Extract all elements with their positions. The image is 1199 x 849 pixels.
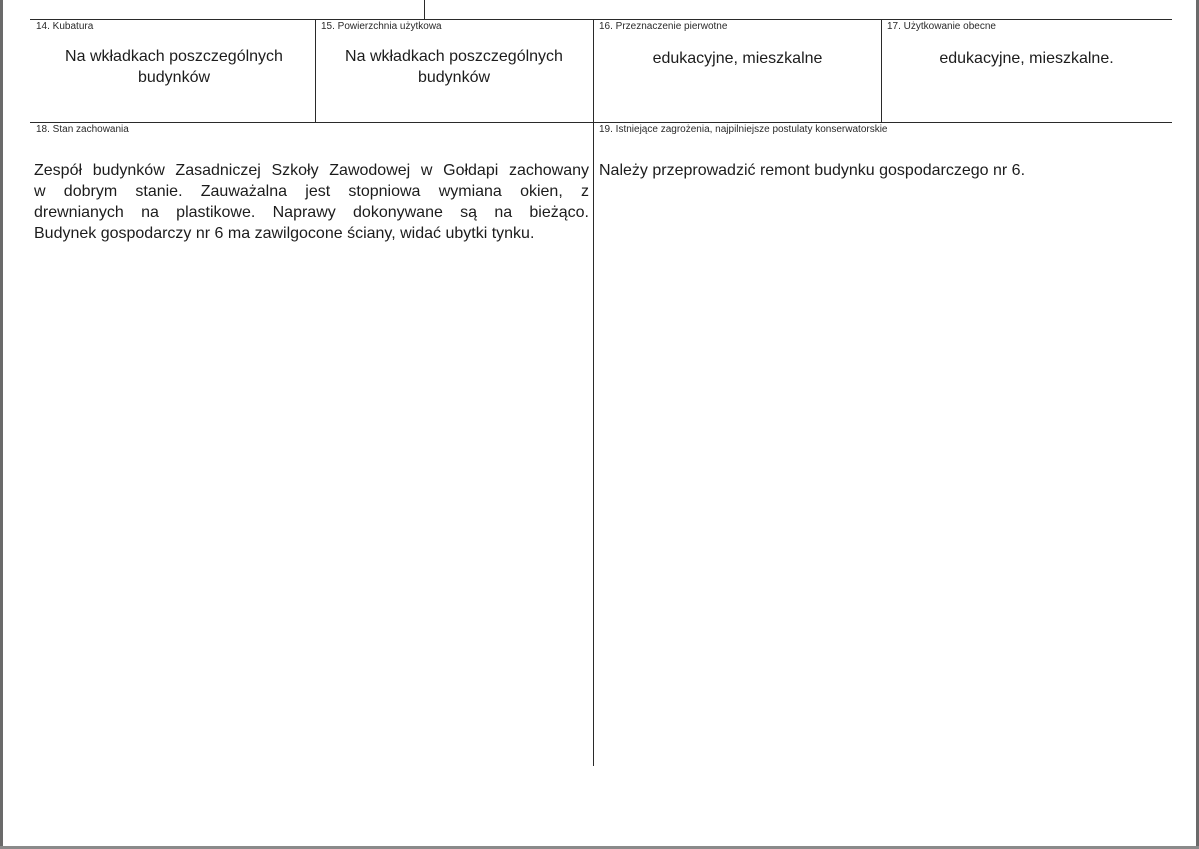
field-value-zagrozenia (599, 160, 1159, 181)
zagrozenia-line-1: Należy przeprowadzić remont budynku gospodarczego nr 6. (599, 162, 1026, 179)
stan-line-3: drewnianych na plastikowe. Naprawy dokonywane są na bieżąco. (34, 204, 589, 221)
field-label-zagrozenia: 19. Istniejące zagrożenia, najpilniejsze postulaty konserwatorskie (599, 124, 888, 135)
divider-14-15 (315, 19, 316, 122)
field-label-stan-zachowania: 18. Stan zachowania (36, 124, 129, 135)
field-value-stan-zachowania (34, 160, 589, 244)
divider-main-vertical (593, 19, 594, 766)
field-label-powierzchnia: 15. Powierzchnia użytkowa (321, 21, 442, 32)
row1-bottom-border (30, 122, 1172, 123)
row1-top-border (30, 19, 1172, 20)
field-value-kubatura: Na wkładkach poszczególnych budynków (65, 48, 283, 86)
stan-line-2: w dobrym stanie. Zauważalna jest stopniowa wymiana okien, z (34, 183, 589, 200)
stan-line-1: Zespół budynków Zasadniczej Szkoły Zawodowej w Gołdapi zachowany (34, 162, 589, 179)
field-value-przeznaczenie: edukacyjne, mieszkalne (652, 50, 823, 67)
stan-line-4: Budynek gospodarczy nr 6 ma zawilgocone ściany, widać ubytki tynku. (34, 225, 535, 242)
scan-edge-left (0, 0, 3, 849)
field-label-kubatura: 14. Kubatura (36, 21, 94, 32)
field-label-uzytkowanie: 17. Użytkowanie obecne (887, 21, 996, 32)
field-value-uzytkowanie: edukacyjne, mieszkalne. (939, 50, 1114, 67)
top-tick-line (424, 0, 425, 19)
field-value-powierzchnia: Na wkładkach poszczególnych budynków (345, 48, 563, 86)
divider-16-17 (881, 19, 882, 122)
field-label-przeznaczenie: 16. Przeznaczenie pierwotne (599, 21, 728, 32)
